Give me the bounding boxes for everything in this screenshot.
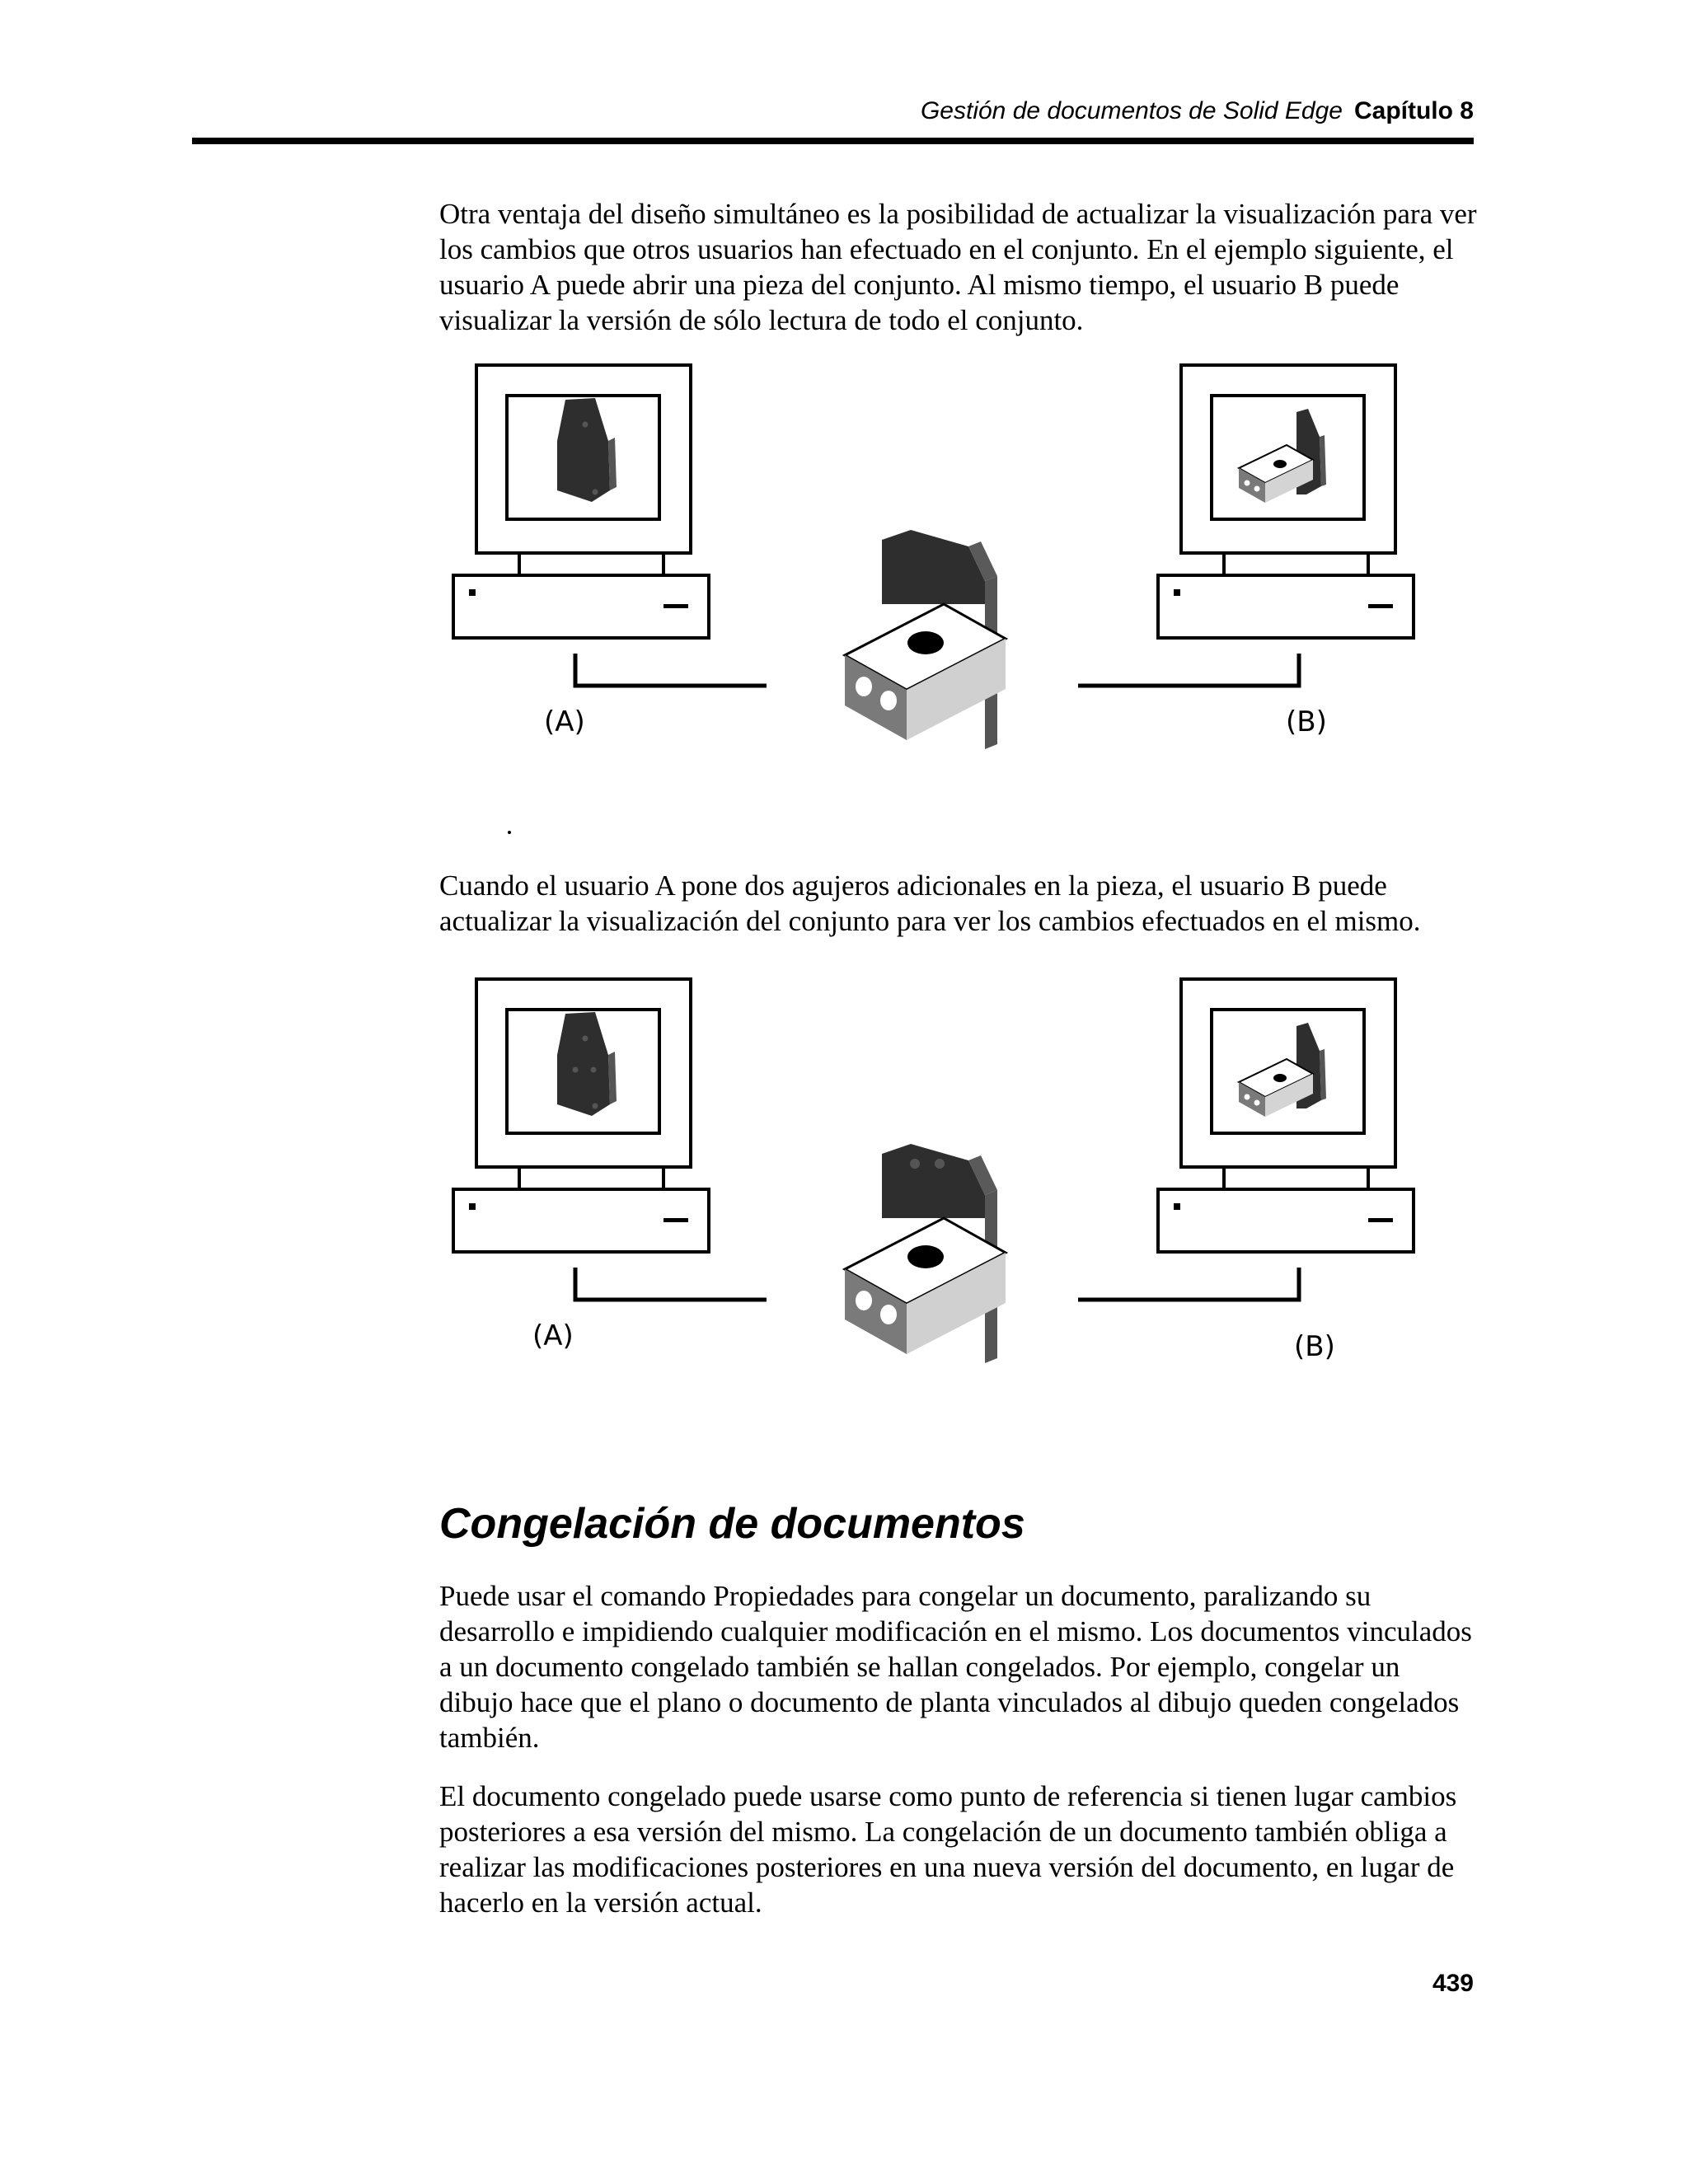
running-head — [921, 97, 1474, 125]
header-rule — [192, 138, 1474, 144]
connector-a-line — [575, 1268, 767, 1300]
figure-users-viewing-assembly — [437, 359, 1418, 853]
chapter-label: Capítulo 8 — [1353, 97, 1474, 124]
figure-2-drawing — [437, 964, 1418, 1459]
figure-updated-assembly — [437, 964, 1418, 1459]
computer-a-icon — [453, 365, 709, 638]
computer-b-icon — [1158, 365, 1414, 638]
label-user-a: (A) — [544, 705, 585, 738]
computer-a-icon — [453, 979, 709, 1252]
figure-1-drawing — [437, 359, 1418, 853]
connector-a-line — [575, 654, 767, 686]
computer-b-icon — [1158, 979, 1414, 1252]
running-title: Gestión de documentos de Solid Edge — [920, 97, 1343, 124]
paragraph-freeze-command: Puede usar el comando Propiedades para congelar un documento, paralizando su desarrollo e impidiendo cualquier modificación en el mismo. Los documentos vinculados a un documento congelado también se hallan congelados. Por ejemplo, congelar un dibujo hace que el plano o documento de planta vinculados al dibujo queden congelados también. — [439, 1580, 1472, 1754]
page-number: 439 — [1432, 1970, 1474, 1997]
bracket-part-icon — [845, 530, 1006, 749]
bracket-part-icon — [845, 1144, 1006, 1363]
label-user-b: (B) — [1294, 1330, 1335, 1363]
connector-b-line — [1078, 654, 1299, 686]
stray-dot — [508, 831, 511, 834]
label-user-a: (A) — [532, 1319, 574, 1352]
paragraph-concurrent-design: Otra ventaja del diseño simultáneo es la posibilidad de actualizar la visualización para ver los cambios que otros usuarios han efectuado en el conjunto. En el ejemplo siguiente, el usuario A puede abrir una pieza del conjunto. Al mismo tiempo, el usuario B puede visualizar la versión de sólo lectura de todo el conjunto. — [439, 198, 1477, 336]
paragraph-frozen-reference: El documento congelado puede usarse como punto de referencia si tienen lugar cambios posteriores a esa versión del mismo. La congelación de un documento también obliga a realizar las modificaciones posteriores en una nueva versión del documento, en lugar de hacerlo en la versión actual. — [439, 1780, 1457, 1919]
section-title: Congelación de documentos — [439, 1500, 1025, 1548]
paragraph-additional-holes: Cuando el usuario A pone dos agujeros adicionales en la pieza, el usuario B puede actualizar la visualización del conjunto para ver los cambios efectuados en el mismo. — [439, 869, 1421, 937]
label-user-b: (B) — [1286, 705, 1327, 738]
connector-b-line — [1078, 1268, 1299, 1300]
